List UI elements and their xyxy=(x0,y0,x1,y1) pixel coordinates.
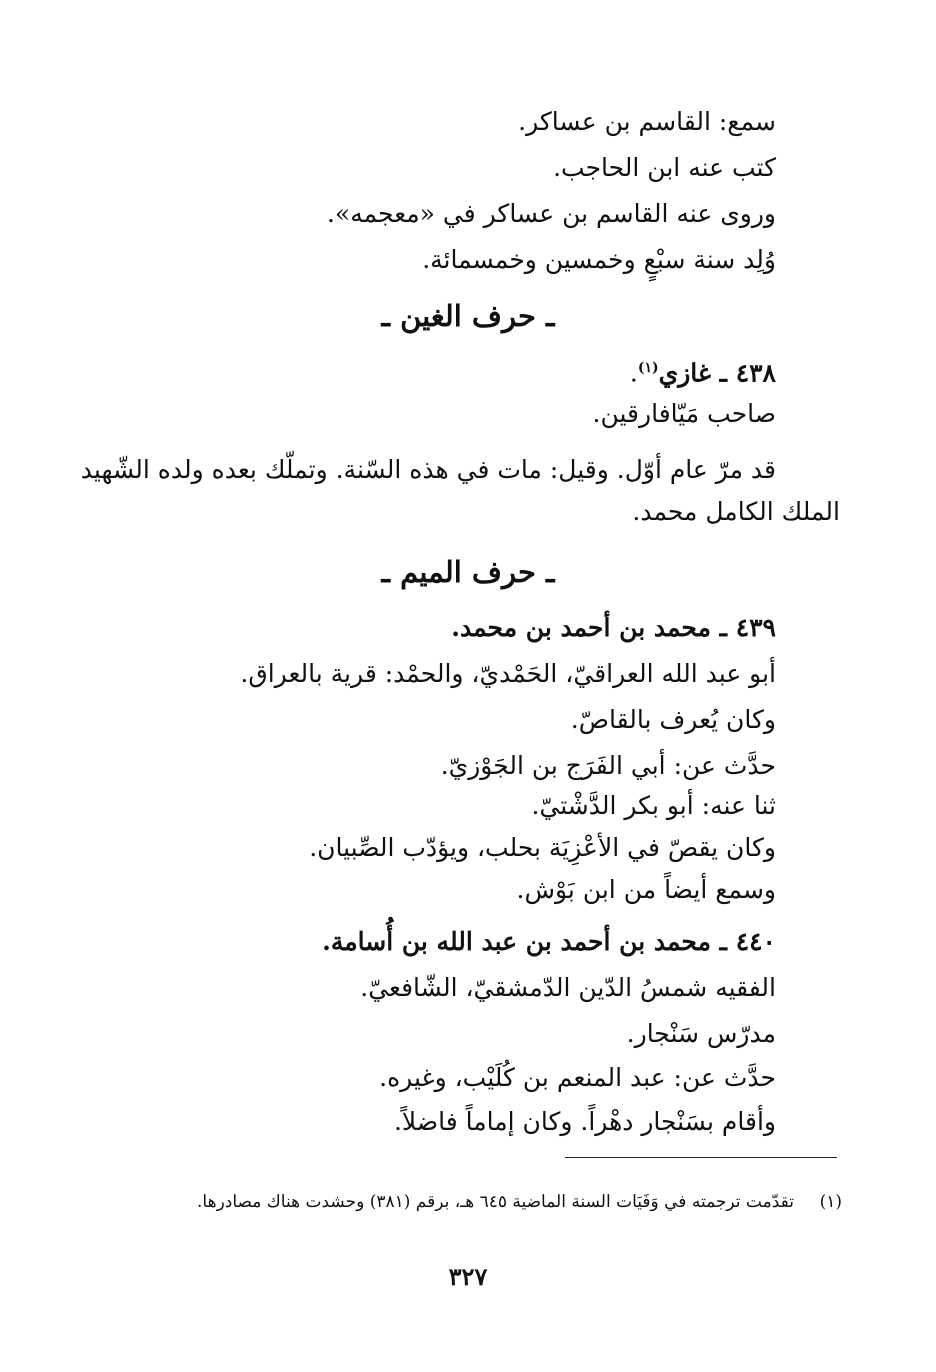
text-line: وسمع أيضاً من ابن بَوْش. xyxy=(516,875,776,904)
footnote-text: تقدّمت ترجمته في وَفَيَات السنة الماضية ٦٤٥ هـ، برقم (٣٨١) وحشدت هناك مصادرها. xyxy=(197,1192,794,1212)
entry-439-title: ٤٣٩ ـ محمد بن أحمد بن محمد. xyxy=(451,613,776,642)
text-line: وأقام بسَنْجار دهْراً. وكان إماماً فاضلاً. xyxy=(393,1107,776,1136)
footnote-ref: (١) xyxy=(637,360,659,376)
text-line: وروى عنه القاسم بن عساكر في «معجمه». xyxy=(326,199,776,228)
text-line: سمع: القاسم بن عساكر. xyxy=(518,107,776,136)
paragraph-line: الملك الكامل محمد. xyxy=(632,497,840,526)
text-line: أبو عبد الله العراقيّ، الحَمْديّ، والحمْد: قرية بالعراق. xyxy=(240,659,776,688)
text-line: وكان يقصّ في الأعْزِيَة بحلب، ويؤدّب الصِّبيان. xyxy=(309,833,776,862)
section-heading-ghain: ـ حرف الغين ـ xyxy=(381,299,555,333)
entry-438-name: ٤٣٨ ـ غازي xyxy=(658,358,776,388)
page-number: ٣٢٧ xyxy=(448,1262,488,1291)
text-line: مدرّس سَنْجار. xyxy=(626,1019,776,1048)
entry-438-end: . xyxy=(629,358,638,388)
text-line: صاحب مَيّافارقين. xyxy=(592,399,776,428)
footnote-number: (١) xyxy=(819,1192,842,1212)
text-line: وُلِد سنة سبْعٍ وخمسين وخمسمائة. xyxy=(422,245,776,274)
section-heading-mim: ـ حرف الميم ـ xyxy=(381,555,555,589)
footnote-divider xyxy=(565,1157,837,1158)
entry-440-title: ٤٤٠ ـ محمد بن أحمد بن عبد الله بن أُسامة. xyxy=(322,927,776,956)
text-line: الفقيه شمسُ الدّين الدّمشقيّ، الشّافعيّ. xyxy=(360,973,776,1002)
text-line: ثنا عنه: أبو بكر الدَّشْتيّ. xyxy=(531,791,776,820)
entry-438-title xyxy=(630,350,776,391)
text-line: كتب عنه ابن الحاجب. xyxy=(553,153,776,182)
text-line: حدَّث عن: عبد المنعم بن كُلَيْب، وغيره. xyxy=(379,1063,776,1092)
footnote xyxy=(82,1188,842,1216)
text-line: حدَّث عن: أبي الفَرَج بن الجَوْزيّ. xyxy=(440,751,776,780)
text-line: وكان يُعرف بالقاصّ. xyxy=(570,705,776,734)
paragraph-line: قد مرّ عام أوّل. وقيل: مات في هذه السّنة. وتملّك بعده ولده الشّهيد xyxy=(80,455,776,484)
